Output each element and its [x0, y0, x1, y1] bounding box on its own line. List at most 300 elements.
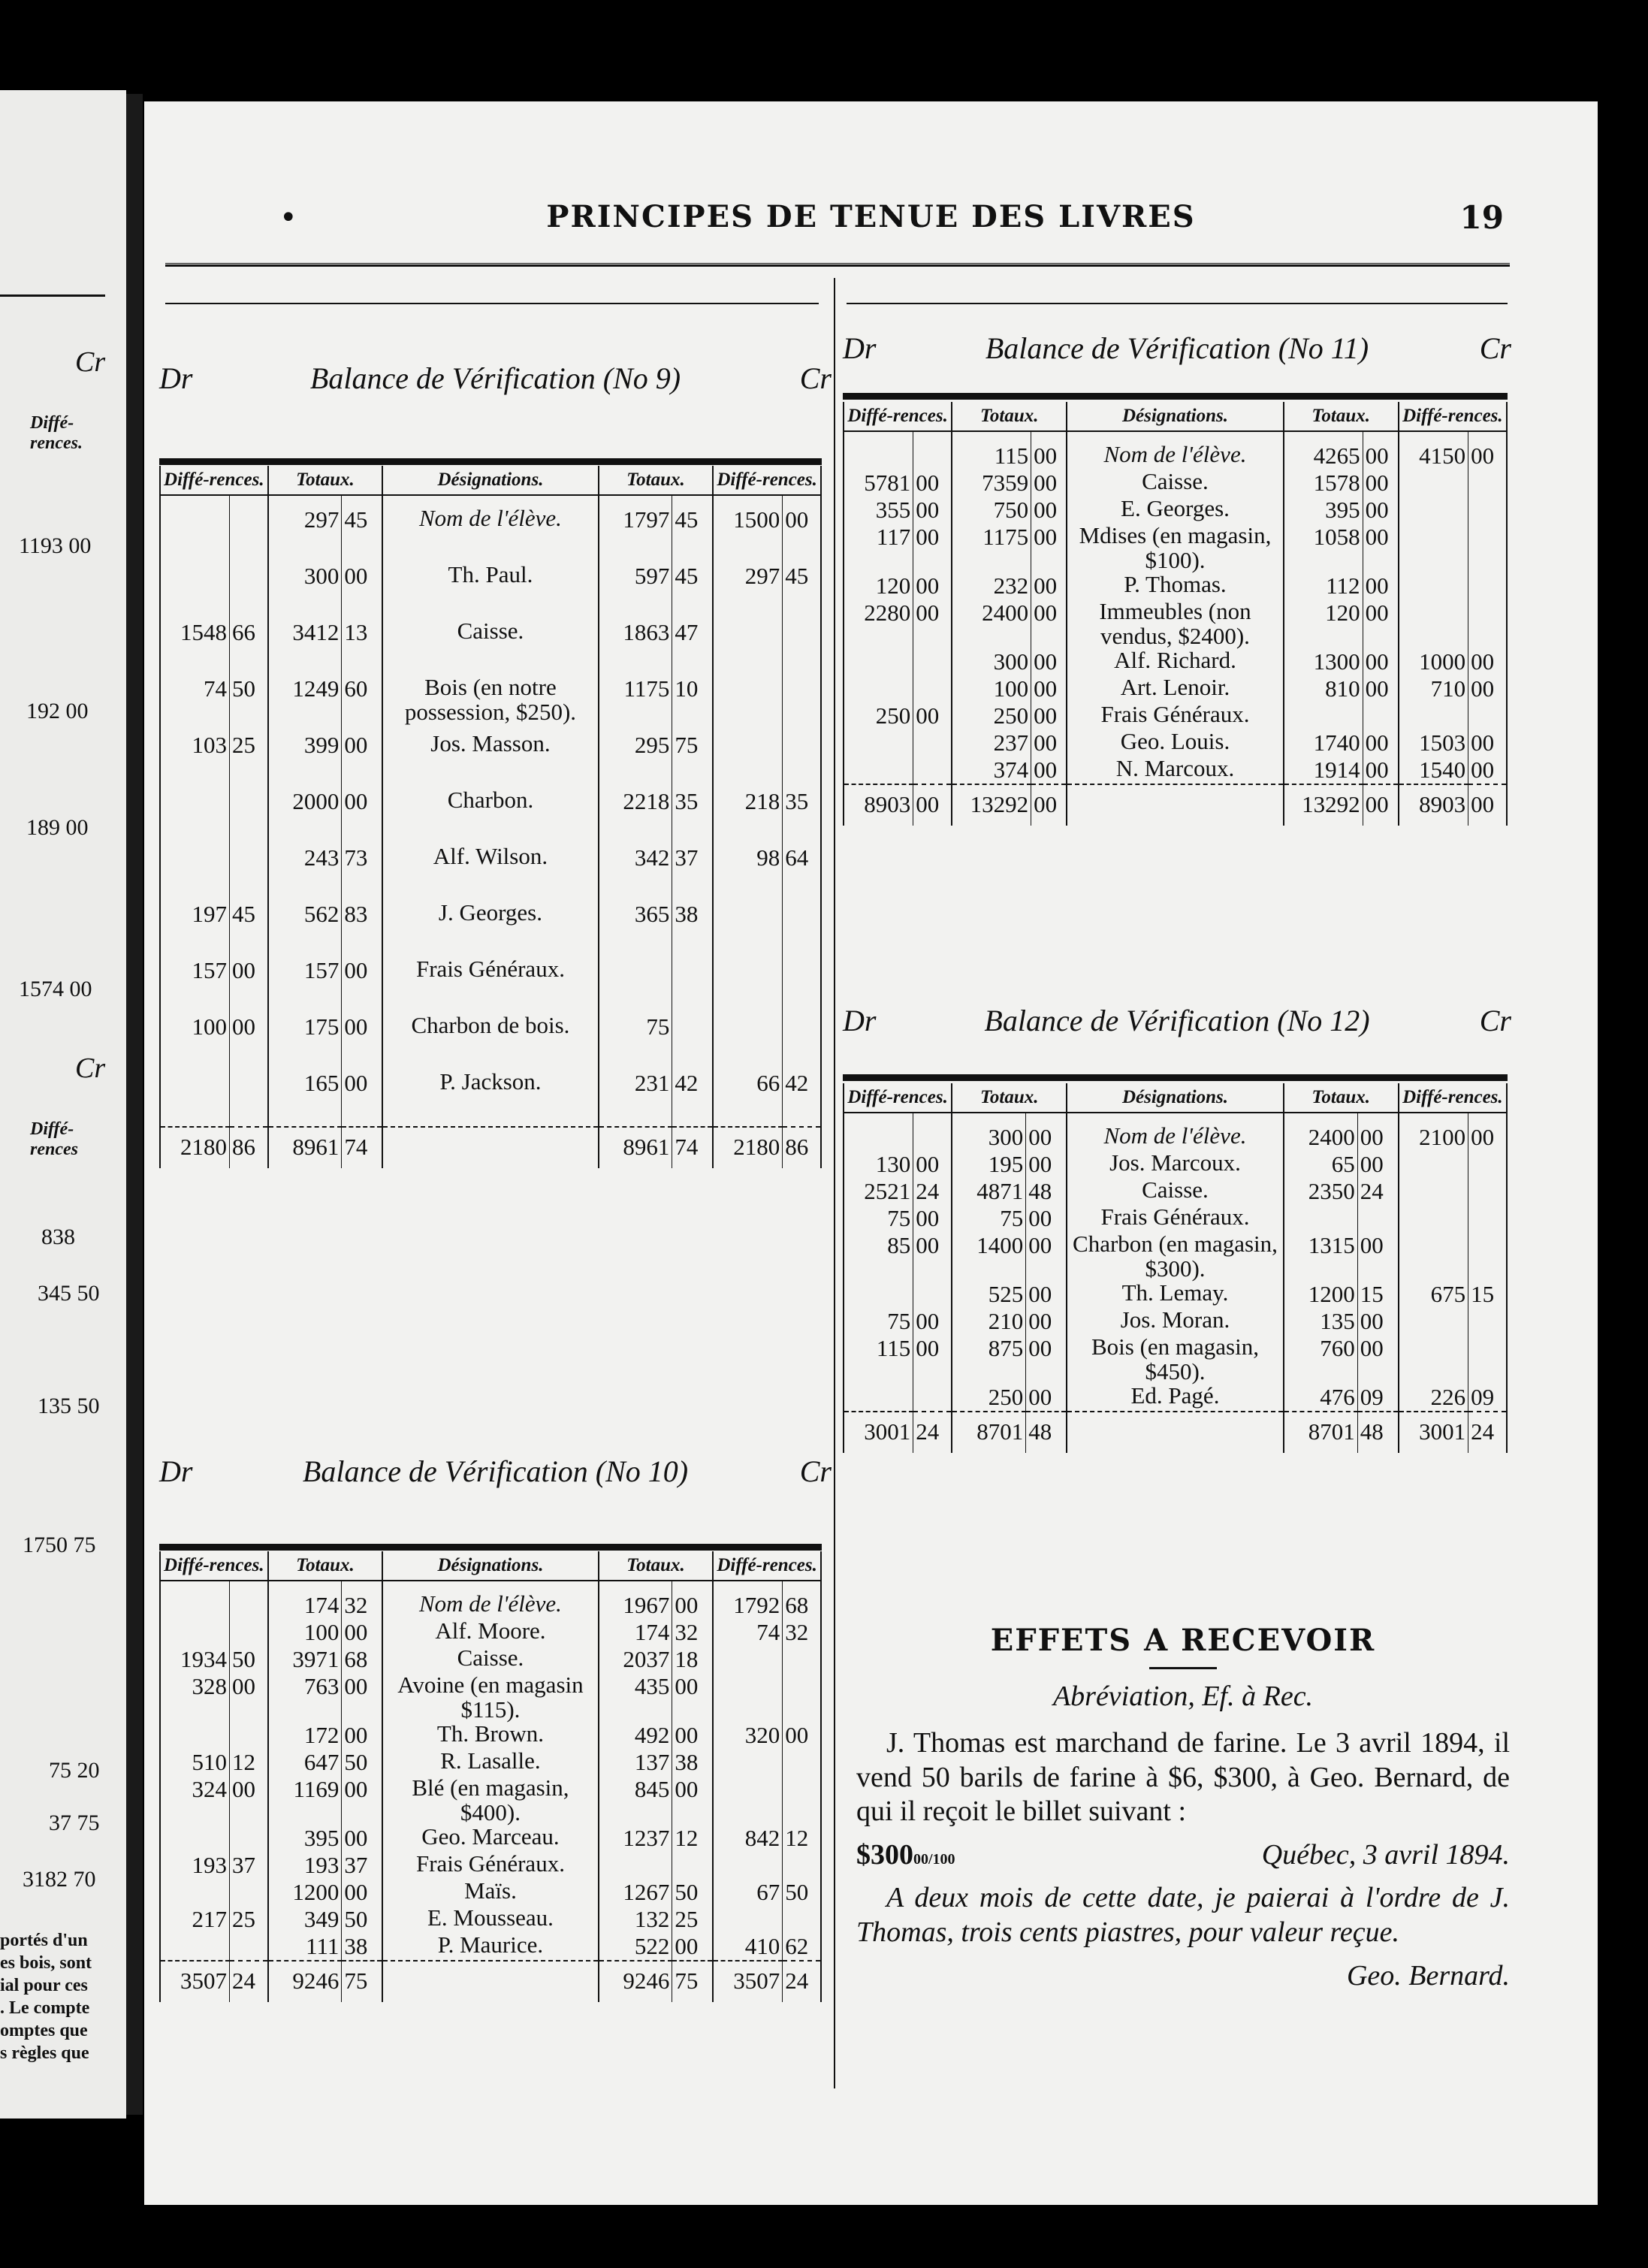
- diff-debit-cents: 66: [229, 619, 267, 675]
- total-credit-dollars: 1914: [1284, 757, 1363, 784]
- frag-cr: Cr: [75, 1052, 106, 1084]
- diff-credit-dollars: [1399, 524, 1468, 572]
- total-credit-cents: 10: [672, 675, 713, 732]
- diff-credit-cents: [1468, 1335, 1507, 1384]
- total-credit-cents: 00: [1363, 497, 1399, 524]
- diff-debit-cents: 00: [913, 470, 952, 497]
- designation: Nom de l'élève.: [1067, 1113, 1283, 1151]
- total-debit-dollars: 193: [268, 1852, 342, 1879]
- designation: Jos. Moran.: [1067, 1308, 1283, 1335]
- total-debit-dollars: 647: [268, 1749, 342, 1776]
- diff-credit-dollars: [1399, 702, 1468, 729]
- total-debit-dollars: 100: [952, 675, 1031, 702]
- diff-credit-cents: [783, 675, 821, 732]
- total-credit-cents: 00: [1363, 431, 1399, 470]
- effets-section: [856, 1623, 1510, 1992]
- total-debit-dollars: 395: [268, 1825, 342, 1852]
- diff-debit-dollars: 324: [160, 1776, 229, 1825]
- table12-bar: [843, 1074, 1508, 1081]
- diff-credit-cents: 24: [783, 1961, 821, 2002]
- designation: Frais Généraux.: [1067, 702, 1283, 729]
- diff-credit-dollars: [1399, 1232, 1468, 1281]
- designation: Nom de l'élève.: [382, 1581, 598, 1619]
- diff-debit-dollars: [160, 844, 229, 901]
- diff-debit-cents: 00: [229, 1673, 267, 1722]
- diff-debit-cents: 00: [913, 1335, 952, 1384]
- total-credit-dollars: 342: [599, 844, 672, 901]
- total-debit-dollars: 8701: [952, 1412, 1026, 1453]
- diff-credit-dollars: [1399, 1205, 1468, 1232]
- total-credit-dollars: 8701: [1284, 1412, 1358, 1453]
- diff-credit-dollars: 1540: [1399, 757, 1468, 784]
- diff-credit-dollars: 2180: [713, 1127, 782, 1168]
- designation: Art. Lenoir.: [1067, 675, 1283, 702]
- table11-bar: [843, 393, 1508, 400]
- diff-header: Diffé-rences.: [1399, 1083, 1507, 1113]
- total-credit-dollars: 137: [599, 1749, 672, 1776]
- diff-credit-dollars: 1000: [1399, 648, 1468, 675]
- diff-debit-dollars: 3507: [160, 1961, 229, 2002]
- diff-credit-dollars: 410: [713, 1933, 782, 1961]
- diff-credit-cents: [783, 957, 821, 1013]
- total-credit-cents: 48: [1357, 1412, 1399, 1453]
- diff-debit-dollars: 2180: [160, 1127, 229, 1168]
- total-debit-dollars: 297: [268, 495, 342, 563]
- total-debit-cents: 75: [342, 1961, 382, 2002]
- total-debit-dollars: 750: [952, 497, 1031, 524]
- total-debit-cents: 00: [1031, 572, 1067, 599]
- designation: Mdises (en magasin, $100).: [1067, 524, 1283, 572]
- designation: [1067, 1412, 1283, 1453]
- designation: Maïs.: [382, 1879, 598, 1906]
- designation: Nom de l'élève.: [1067, 431, 1283, 470]
- diff-debit-cents: 00: [913, 1205, 952, 1232]
- diff-credit-dollars: 842: [713, 1825, 782, 1852]
- designation: Jos. Masson.: [382, 732, 598, 788]
- table-row: [844, 1308, 1507, 1335]
- total-credit-cents: 15: [1357, 1281, 1399, 1308]
- abbreviation: Abréviation, Ef. à Rec.: [1052, 1681, 1314, 1712]
- total-debit-dollars: 525: [952, 1281, 1026, 1308]
- frag-diff-header: Diffé-rences: [30, 1119, 78, 1159]
- designation: Geo. Louis.: [1067, 729, 1283, 757]
- diff-debit-cents: [913, 729, 952, 757]
- designation: Charbon.: [382, 788, 598, 844]
- diff-credit-cents: [1468, 497, 1507, 524]
- total-credit-dollars: 120: [1284, 599, 1363, 648]
- diff-credit-cents: [783, 732, 821, 788]
- diff-debit-dollars: [160, 1879, 229, 1906]
- diff-debit-cents: 00: [913, 784, 952, 826]
- total-debit-dollars: 3412: [268, 619, 342, 675]
- diff-debit-dollars: 1548: [160, 619, 229, 675]
- diff-credit-dollars: 67: [713, 1879, 782, 1906]
- total-credit-dollars: 1300: [1284, 648, 1363, 675]
- diff-debit-cents: 00: [229, 1013, 267, 1070]
- effets-heading: EFFETS A RECEVOIR: [990, 1623, 1376, 1658]
- total-debit-dollars: 75: [952, 1205, 1026, 1232]
- diff-credit-dollars: 710: [1399, 675, 1468, 702]
- table12-title: [843, 1003, 1511, 1048]
- diff-credit-dollars: 218: [713, 788, 782, 844]
- diff-debit-cents: [913, 648, 952, 675]
- diff-debit-dollars: [844, 757, 913, 784]
- total-credit-cents: 09: [1357, 1384, 1399, 1412]
- totals-header: Totaux.: [268, 1551, 383, 1581]
- dr-label: Dr: [843, 1004, 877, 1037]
- diff-debit-cents: 12: [229, 1749, 267, 1776]
- designation: J. Georges.: [382, 901, 598, 957]
- diff-debit-cents: 00: [913, 497, 952, 524]
- diff-credit-dollars: 3001: [1399, 1412, 1468, 1453]
- diff-credit-cents: [1468, 1308, 1507, 1335]
- table-row: [160, 1722, 821, 1749]
- diff-debit-cents: [229, 1933, 267, 1961]
- left-top-rule: [165, 303, 819, 304]
- diff-debit-cents: 86: [229, 1127, 267, 1168]
- designation: [382, 1127, 598, 1168]
- total-credit-dollars: 9246: [599, 1961, 672, 2002]
- table-row: [160, 563, 821, 619]
- diff-debit-dollars: 120: [844, 572, 913, 599]
- diff-debit-cents: 24: [913, 1412, 952, 1453]
- total-debit-dollars: 4871: [952, 1178, 1026, 1205]
- table11: [843, 402, 1508, 826]
- total-debit-dollars: 195: [952, 1151, 1026, 1178]
- diff-credit-cents: [783, 901, 821, 957]
- diff-debit-dollars: [160, 1581, 229, 1619]
- total-credit-cents: 00: [672, 1722, 713, 1749]
- total-debit-cents: 73: [342, 844, 382, 901]
- table-row: [160, 788, 821, 844]
- total-credit-dollars: 135: [1284, 1308, 1358, 1335]
- total-debit-dollars: 250: [952, 702, 1031, 729]
- totals-header: Totaux.: [952, 402, 1067, 431]
- designation: Jos. Marcoux.: [1067, 1151, 1283, 1178]
- cr-label: Cr: [1479, 331, 1511, 365]
- total-debit-dollars: 111: [268, 1933, 342, 1961]
- table-row: [844, 524, 1507, 572]
- diff-debit-dollars: 74: [160, 675, 229, 732]
- total-debit-dollars: 165: [268, 1070, 342, 1127]
- diff-header: Diffé-rences.: [844, 1083, 952, 1113]
- diff-debit-dollars: 1934: [160, 1646, 229, 1673]
- total-debit-dollars: 8961: [268, 1127, 342, 1168]
- total-debit-dollars: 250: [952, 1384, 1026, 1412]
- diff-debit-cents: [229, 1619, 267, 1646]
- table-row: [160, 1776, 821, 1825]
- designation: Blé (en magasin, $400).: [382, 1776, 598, 1825]
- table-row: [160, 732, 821, 788]
- diff-debit-cents: 45: [229, 901, 267, 957]
- total-debit-dollars: 875: [952, 1335, 1026, 1384]
- diff-debit-cents: 24: [913, 1178, 952, 1205]
- diff-credit-cents: 86: [783, 1127, 821, 1168]
- total-debit-cents: 00: [1026, 1151, 1067, 1178]
- diff-debit-dollars: 250: [844, 702, 913, 729]
- diff-debit-dollars: 100: [160, 1013, 229, 1070]
- total-debit-dollars: 1200: [268, 1879, 342, 1906]
- diff-header: Diffé-rences.: [844, 402, 952, 431]
- diff-credit-dollars: [1399, 1178, 1468, 1205]
- right-top-rule: [847, 303, 1508, 304]
- total-debit-dollars: 3971: [268, 1646, 342, 1673]
- total-credit-cents: 00: [1357, 1113, 1399, 1151]
- total-credit-cents: 45: [672, 563, 713, 619]
- total-debit-dollars: 399: [268, 732, 342, 788]
- diff-credit-cents: 45: [783, 563, 821, 619]
- designation: Alf. Moore.: [382, 1619, 598, 1646]
- diff-debit-dollars: 157: [160, 957, 229, 1013]
- diff-debit-cents: 24: [229, 1961, 267, 2002]
- total-credit-dollars: 1175: [599, 675, 672, 732]
- totals-row: [160, 1127, 821, 1168]
- diff-credit-cents: [1468, 702, 1507, 729]
- total-debit-cents: 00: [1026, 1335, 1067, 1384]
- header-rule: [165, 263, 1510, 267]
- diff-credit-dollars: [713, 732, 782, 788]
- diff-credit-cents: 00: [1468, 784, 1507, 826]
- diff-credit-dollars: [713, 1906, 782, 1933]
- diff-credit-dollars: 1503: [1399, 729, 1468, 757]
- diff-credit-cents: [783, 1852, 821, 1879]
- table-row: [844, 648, 1507, 675]
- diff-credit-cents: [783, 1013, 821, 1070]
- diff-debit-dollars: 75: [844, 1205, 913, 1232]
- total-credit-dollars: 365: [599, 901, 672, 957]
- total-credit-dollars: 13292: [1284, 784, 1363, 826]
- total-credit-cents: 00: [1363, 524, 1399, 572]
- designation: Caisse.: [1067, 470, 1283, 497]
- total-credit-cents: 75: [672, 1961, 713, 2002]
- diff-credit-dollars: 8903: [1399, 784, 1468, 826]
- table-row: [844, 599, 1507, 648]
- table-row: [160, 1070, 821, 1127]
- total-debit-cents: 50: [342, 1749, 382, 1776]
- total-credit-cents: 38: [672, 901, 713, 957]
- diff-debit-dollars: [844, 1281, 913, 1308]
- frag-value: 3182 70: [23, 1867, 96, 1892]
- diff-debit-dollars: [844, 1113, 913, 1151]
- diff-credit-cents: [1468, 1205, 1507, 1232]
- total-debit-cents: 00: [342, 1722, 382, 1749]
- total-debit-dollars: 300: [952, 648, 1031, 675]
- table-row: [844, 1205, 1507, 1232]
- total-credit-cents: 00: [1363, 675, 1399, 702]
- diff-debit-cents: [913, 1113, 952, 1151]
- total-credit-dollars: 1315: [1284, 1232, 1358, 1281]
- diff-credit-dollars: 320: [713, 1722, 782, 1749]
- diff-debit-cents: [913, 757, 952, 784]
- designation: Immeubles (non vendus, $2400).: [1067, 599, 1283, 648]
- designations-header: Désignations.: [382, 1551, 598, 1581]
- designation: Th. Paul.: [382, 563, 598, 619]
- diff-credit-cents: 35: [783, 788, 821, 844]
- total-debit-cents: 00: [342, 732, 382, 788]
- total-credit-dollars: 1237: [599, 1825, 672, 1852]
- designation: Frais Généraux.: [382, 957, 598, 1013]
- frag-value: 192 00: [26, 699, 89, 723]
- designation: P. Maurice.: [382, 1933, 598, 1961]
- total-debit-cents: 00: [342, 1013, 382, 1070]
- cr-label: Cr: [1479, 1004, 1511, 1037]
- diff-credit-cents: [1468, 524, 1507, 572]
- designation: Th. Lemay.: [1067, 1281, 1283, 1308]
- diff-credit-dollars: 66: [713, 1070, 782, 1127]
- frag-text: ial pour ces: [0, 1976, 88, 1995]
- total-credit-cents: 00: [672, 1933, 713, 1961]
- table-row: [844, 729, 1507, 757]
- frag-value: 1193 00: [19, 533, 92, 558]
- table9-bar: [159, 458, 822, 465]
- total-debit-cents: 00: [1026, 1205, 1067, 1232]
- diff-debit-dollars: [844, 729, 913, 757]
- diff-debit-dollars: [160, 563, 229, 619]
- total-credit-cents: 75: [672, 732, 713, 788]
- frag-cr: Cr: [75, 346, 106, 378]
- diff-credit-cents: 42: [783, 1070, 821, 1127]
- diff-credit-cents: 12: [783, 1825, 821, 1852]
- totals-header: Totaux.: [268, 466, 383, 495]
- bill-amount-value: $300: [856, 1838, 913, 1871]
- diff-debit-cents: 00: [913, 599, 952, 648]
- cr-label: Cr: [799, 361, 832, 395]
- total-credit-cents: 00: [1357, 1308, 1399, 1335]
- diff-credit-cents: [783, 1906, 821, 1933]
- diff-debit-dollars: 117: [844, 524, 913, 572]
- total-credit-cents: 00: [1357, 1335, 1399, 1384]
- total-debit-cents: 00: [1026, 1113, 1067, 1151]
- diff-credit-cents: 00: [1468, 431, 1507, 470]
- dr-label: Dr: [159, 1454, 193, 1488]
- total-debit-dollars: 13292: [952, 784, 1031, 826]
- designation: Bois (en magasin, $450).: [1067, 1335, 1283, 1384]
- total-credit-dollars: 1058: [1284, 524, 1363, 572]
- table11-title: [843, 331, 1511, 376]
- total-credit-dollars: 231: [599, 1070, 672, 1127]
- diff-credit-cents: 68: [783, 1581, 821, 1619]
- table-row: [160, 1013, 821, 1070]
- total-debit-dollars: 1400: [952, 1232, 1026, 1281]
- total-debit-cents: 00: [342, 1776, 382, 1825]
- table-row: [844, 1281, 1507, 1308]
- diff-debit-dollars: 8903: [844, 784, 913, 826]
- total-debit-cents: 00: [1031, 470, 1067, 497]
- diff-credit-dollars: [1399, 470, 1468, 497]
- total-debit-dollars: 2400: [952, 599, 1031, 648]
- total-debit-cents: 00: [1031, 497, 1067, 524]
- effets-paragraph: J. Thomas est marchand de farine. Le 3 avril 1894, il vend 50 barils de farine à $6, $300, à Geo. Bernard, de qui il reçoit le billet suivant :: [856, 1727, 1510, 1828]
- diff-credit-cents: [1468, 1178, 1507, 1205]
- total-credit-cents: 00: [672, 1673, 713, 1722]
- designation: Bois (en notre possession, $250).: [382, 675, 598, 732]
- total-credit-cents: 42: [672, 1070, 713, 1127]
- total-debit-dollars: 374: [952, 757, 1031, 784]
- table-row: [844, 1384, 1507, 1412]
- total-credit-cents: 50: [672, 1879, 713, 1906]
- diff-credit-cents: [783, 1776, 821, 1825]
- total-debit-dollars: 174: [268, 1581, 342, 1619]
- designation: P. Thomas.: [1067, 572, 1283, 599]
- total-debit-dollars: 1169: [268, 1776, 342, 1825]
- total-debit-dollars: 115: [952, 431, 1031, 470]
- diff-debit-cents: [229, 1879, 267, 1906]
- running-header: [144, 199, 1598, 244]
- diff-header: Diffé-rences.: [713, 466, 821, 495]
- diff-credit-dollars: [713, 1852, 782, 1879]
- diff-debit-dollars: [160, 1619, 229, 1646]
- designations-header: Désignations.: [1067, 1083, 1283, 1113]
- table12: [843, 1083, 1508, 1453]
- diff-credit-cents: 24: [1468, 1412, 1507, 1453]
- total-debit-dollars: 7359: [952, 470, 1031, 497]
- diff-credit-cents: 00: [1468, 648, 1507, 675]
- designation: Alf. Richard.: [1067, 648, 1283, 675]
- diff-debit-dollars: [160, 788, 229, 844]
- table-row: [844, 1151, 1507, 1178]
- diff-credit-cents: [1468, 470, 1507, 497]
- table-row: [844, 497, 1507, 524]
- table-row: [160, 957, 821, 1013]
- diff-debit-dollars: [160, 1933, 229, 1961]
- diff-debit-dollars: 75: [844, 1308, 913, 1335]
- total-credit-cents: 74: [672, 1127, 713, 1168]
- diff-debit-dollars: 103: [160, 732, 229, 788]
- diff-debit-dollars: [844, 1384, 913, 1412]
- designations-header: Désignations.: [1067, 402, 1283, 431]
- totals-header: Totaux.: [1284, 402, 1399, 431]
- diff-header: Diffé-rences.: [713, 1551, 821, 1581]
- diff-debit-dollars: [160, 1722, 229, 1749]
- total-debit-cents: 74: [342, 1127, 382, 1168]
- total-debit-cents: 00: [1031, 648, 1067, 675]
- total-credit-cents: 00: [672, 1581, 713, 1619]
- left-page-fragment: [0, 90, 126, 2119]
- designation: E. Mousseau.: [382, 1906, 598, 1933]
- diff-credit-dollars: 1792: [713, 1581, 782, 1619]
- total-credit-dollars: [1284, 702, 1363, 729]
- total-credit-dollars: 476: [1284, 1384, 1358, 1412]
- designation: Th. Brown.: [382, 1722, 598, 1749]
- total-credit-dollars: 1200: [1284, 1281, 1358, 1308]
- total-credit-dollars: 1740: [1284, 729, 1363, 757]
- table-row: [160, 1673, 821, 1722]
- page-number: 19: [1459, 199, 1504, 236]
- totals-header: Totaux.: [599, 466, 714, 495]
- totals-row: [844, 784, 1507, 826]
- total-credit-dollars: 2218: [599, 788, 672, 844]
- bill-amount-cents: 00/100: [913, 1850, 955, 1868]
- total-credit-dollars: 1863: [599, 619, 672, 675]
- total-debit-cents: 00: [1026, 1281, 1067, 1308]
- header-mark: •: [279, 201, 297, 235]
- total-debit-dollars: 300: [952, 1113, 1026, 1151]
- diff-debit-dollars: 197: [160, 901, 229, 957]
- designation: Frais Généraux.: [1067, 1205, 1283, 1232]
- designation: R. Lasalle.: [382, 1749, 598, 1776]
- total-credit-dollars: 435: [599, 1673, 672, 1722]
- frag-value: 1574 00: [19, 977, 92, 1001]
- total-credit-dollars: 174: [599, 1619, 672, 1646]
- total-debit-dollars: 210: [952, 1308, 1026, 1335]
- diff-debit-dollars: 130: [844, 1151, 913, 1178]
- diff-debit-dollars: [844, 648, 913, 675]
- table-row: [160, 1933, 821, 1961]
- total-credit-dollars: 395: [1284, 497, 1363, 524]
- table-row: [844, 1335, 1507, 1384]
- frag-value: 838: [41, 1225, 75, 1249]
- total-debit-cents: 83: [342, 901, 382, 957]
